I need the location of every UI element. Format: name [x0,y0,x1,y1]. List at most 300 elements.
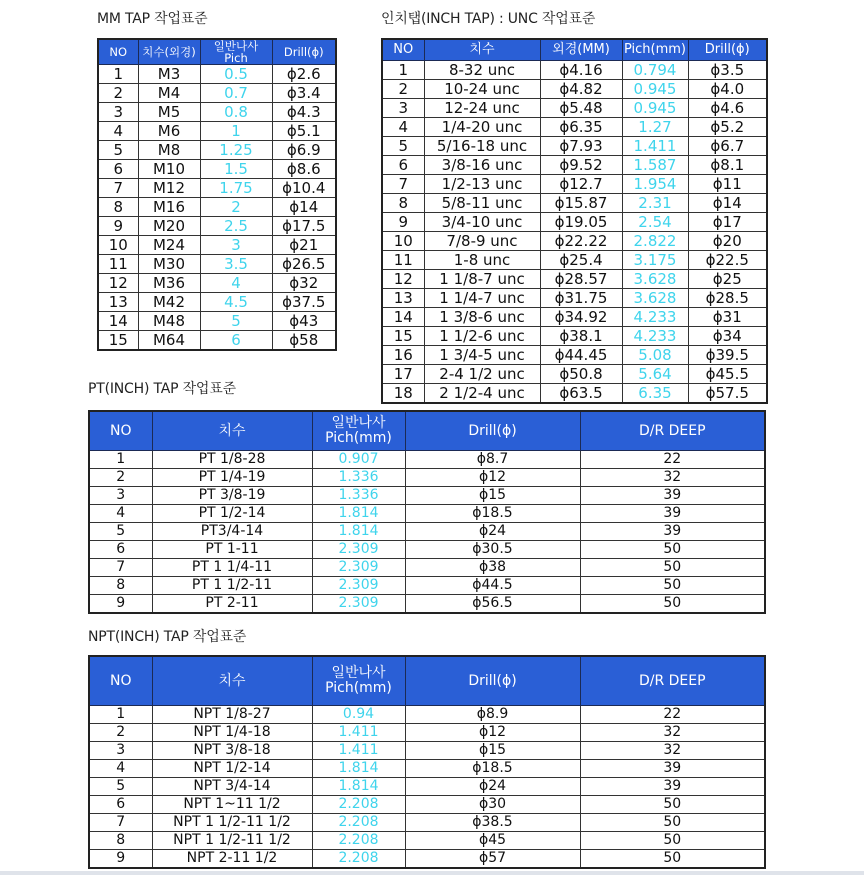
table-cell: ϕ56.5 [405,595,580,614]
table-cell: 18 [382,384,424,404]
table-cell: 9 [89,595,152,614]
table-cell: ϕ32 [272,274,336,293]
table-cell: 1/4-20 unc [424,118,540,137]
column-header: 치수 [152,411,312,451]
pitch-cell: 0.5 [200,65,272,84]
table-cell: 8 [89,577,152,595]
table-row [382,365,767,384]
table-row [98,160,336,179]
table-cell: 39 [580,523,765,541]
table-row [98,293,336,312]
table-cell: 7 [98,179,138,198]
table-cell: 1 [89,706,152,724]
table-cell: M64 [138,331,200,351]
table-cell: 50 [580,577,765,595]
table-row [98,274,336,293]
table-cell: 9 [89,850,152,869]
table-cell: 32 [580,724,765,742]
pitch-cell: 3.175 [622,251,688,270]
pitch-cell: 5.08 [622,346,688,365]
table-cell: 3 [89,742,152,760]
table-row [89,742,765,760]
mm-tap-title: MM TAP 작업표준 [97,11,208,27]
table-row [89,541,765,559]
table-cell: ϕ15 [405,742,580,760]
table-cell: 10 [382,232,424,251]
table-row [382,80,767,99]
table-cell: 8 [89,832,152,850]
table-header-row [98,39,336,65]
pitch-cell: 1.336 [312,487,405,505]
table-cell: 32 [580,742,765,760]
table-cell: ϕ25 [688,270,767,289]
table-cell: ϕ4.0 [688,80,767,99]
pitch-cell: 2.208 [312,814,405,832]
npt-tap-title: NPT(INCH) TAP 작업표준 [88,629,247,645]
table-row [98,198,336,217]
pitch-cell: 3 [200,236,272,255]
table-cell: 10 [98,236,138,255]
table-cell: 50 [580,541,765,559]
pitch-cell: 4.233 [622,308,688,327]
unc-tap-title: 인치탭(INCH TAP) : UNC 작업표준 [381,11,596,27]
table-row [89,523,765,541]
pitch-cell: 6.35 [622,384,688,404]
table-cell: 1-8 unc [424,251,540,270]
table-cell: PT 1/8-28 [152,451,312,469]
table-cell: 1 1/8-7 unc [424,270,540,289]
table-cell: ϕ15.87 [540,194,622,213]
table-cell: ϕ18.5 [405,760,580,778]
pitch-cell: 1.814 [312,505,405,523]
table-cell: 22 [580,706,765,724]
unc-tap-table [381,38,768,404]
table-cell: ϕ5.2 [688,118,767,137]
table-cell: ϕ8.6 [272,160,336,179]
pitch-cell: 3.628 [622,289,688,308]
pitch-cell: 1.25 [200,141,272,160]
pitch-cell: 2.208 [312,796,405,814]
table-row [98,103,336,122]
table-row [89,724,765,742]
column-header: D/R DEEP [580,411,765,451]
table-cell: NPT 3/8-18 [152,742,312,760]
table-cell: ϕ17 [688,213,767,232]
table-cell: NPT 1 1/2-11 1/2 [152,832,312,850]
pitch-cell: 0.794 [622,61,688,80]
table-row [382,137,767,156]
table-cell: ϕ6.9 [272,141,336,160]
table-cell: 9 [382,213,424,232]
table-cell: 50 [580,850,765,869]
table-cell: ϕ22.5 [688,251,767,270]
table-cell: 5 [89,778,152,796]
table-cell: 5 [98,141,138,160]
table-cell: M42 [138,293,200,312]
table-cell: 39 [580,760,765,778]
pitch-cell: 2.309 [312,541,405,559]
table-row [382,118,767,137]
table-cell: 1 [98,65,138,84]
table-cell: 11 [98,255,138,274]
table-cell: ϕ26.5 [272,255,336,274]
table-cell: ϕ37.5 [272,293,336,312]
table-cell: NPT 1 1/2-11 1/2 [152,814,312,832]
pitch-cell: 4.233 [622,327,688,346]
pitch-cell: 0.94 [312,706,405,724]
table-row [382,289,767,308]
table-cell: ϕ28.5 [688,289,767,308]
pitch-cell: 1.814 [312,523,405,541]
table-row [382,61,767,80]
pitch-cell: 1.27 [622,118,688,137]
table-cell: 7 [382,175,424,194]
table-cell: M12 [138,179,200,198]
table-cell: 1 3/8-6 unc [424,308,540,327]
table-cell: ϕ14 [272,198,336,217]
pitch-cell: 2.208 [312,850,405,869]
table-cell: ϕ38.1 [540,327,622,346]
table-row [382,270,767,289]
table-cell: ϕ22.22 [540,232,622,251]
table-cell: ϕ12 [405,724,580,742]
pitch-cell: 0.945 [622,99,688,118]
table-cell: 3 [89,487,152,505]
column-header: NO [89,411,152,451]
table-cell: 2 [89,469,152,487]
table-header-row [89,656,765,706]
table-row [89,832,765,850]
table-cell: 4 [89,760,152,778]
table-cell: M48 [138,312,200,331]
table-row [382,156,767,175]
table-header-row [382,39,767,61]
table-row [382,99,767,118]
table-cell: 2 [382,80,424,99]
column-header: 일반나사 Pich(mm) [312,656,405,706]
table-cell: M20 [138,217,200,236]
column-header: 치수 [424,39,540,61]
column-header: D/R DEEP [580,656,765,706]
table-cell: 1 [382,61,424,80]
table-cell: 22 [580,451,765,469]
table-cell: ϕ8.1 [688,156,767,175]
table-cell: 7 [89,814,152,832]
pitch-cell: 2.822 [622,232,688,251]
table-cell: ϕ57 [405,850,580,869]
table-row [98,255,336,274]
table-cell: M4 [138,84,200,103]
table-cell: ϕ20 [688,232,767,251]
column-header: Drill(ϕ) [688,39,767,61]
table-cell: 2 1/2-4 unc [424,384,540,404]
pitch-cell: 1.336 [312,469,405,487]
table-cell: 10-24 unc [424,80,540,99]
table-cell: 9 [98,217,138,236]
pitch-cell: 0.8 [200,103,272,122]
table-cell: ϕ24 [405,523,580,541]
table-cell: 3/4-10 unc [424,213,540,232]
table-row [382,175,767,194]
pitch-cell: 3.5 [200,255,272,274]
table-cell: ϕ28.57 [540,270,622,289]
column-header: 치수(외경) [138,39,200,65]
table-cell: ϕ50.8 [540,365,622,384]
table-cell: 3 [98,103,138,122]
table-cell: 7/8-9 unc [424,232,540,251]
table-cell: ϕ14 [688,194,767,213]
pitch-cell: 2.5 [200,217,272,236]
table-cell: 4 [89,505,152,523]
table-cell: 1 1/4-7 unc [424,289,540,308]
table-cell: 5 [382,137,424,156]
table-cell: ϕ12.7 [540,175,622,194]
table-cell: 11 [382,251,424,270]
table-cell: PT3/4-14 [152,523,312,541]
table-cell: 5/8-11 unc [424,194,540,213]
table-cell: ϕ34.92 [540,308,622,327]
table-cell: ϕ4.82 [540,80,622,99]
table-cell: ϕ17.5 [272,217,336,236]
table-row [89,778,765,796]
table-cell: 1/2-13 unc [424,175,540,194]
table-cell: 15 [382,327,424,346]
table-cell: 6 [382,156,424,175]
table-cell: 14 [382,308,424,327]
pitch-cell: 5.64 [622,365,688,384]
pitch-cell: 0.7 [200,84,272,103]
table-cell: ϕ44.5 [405,577,580,595]
table-cell: ϕ7.93 [540,137,622,156]
table-cell: 6 [89,796,152,814]
table-cell: ϕ31 [688,308,767,327]
table-row [98,179,336,198]
table-cell: PT 1 1/4-11 [152,559,312,577]
table-cell: NPT 3/4-14 [152,778,312,796]
column-header: NO [382,39,424,61]
pitch-cell: 6 [200,331,272,351]
table-cell: 50 [580,595,765,614]
pitch-cell: 4.5 [200,293,272,312]
table-cell: ϕ21 [272,236,336,255]
pitch-cell: 1.814 [312,778,405,796]
table-cell: ϕ38.5 [405,814,580,832]
table-row [89,451,765,469]
table-cell: ϕ18.5 [405,505,580,523]
column-header: Drill(ϕ) [405,656,580,706]
table-cell: ϕ3.4 [272,84,336,103]
table-cell: 3/8-16 unc [424,156,540,175]
table-cell: ϕ4.3 [272,103,336,122]
table-row [382,346,767,365]
table-row [98,236,336,255]
table-cell: 2 [98,84,138,103]
table-cell: 4 [98,122,138,141]
table-cell: 32 [580,469,765,487]
pitch-cell: 0.907 [312,451,405,469]
table-cell: 39 [580,778,765,796]
table-row [382,194,767,213]
pitch-cell: 1.954 [622,175,688,194]
table-cell: 13 [382,289,424,308]
table-cell: 16 [382,346,424,365]
table-row [89,505,765,523]
table-cell: ϕ45.5 [688,365,767,384]
table-cell: ϕ9.52 [540,156,622,175]
table-cell: ϕ6.35 [540,118,622,137]
column-header: Drill(ϕ) [272,39,336,65]
table-cell: ϕ12 [405,469,580,487]
table-cell: NPT 1/4-18 [152,724,312,742]
table-cell: PT 1-11 [152,541,312,559]
table-cell: PT 3/8-19 [152,487,312,505]
table-cell: ϕ38 [405,559,580,577]
table-row [98,65,336,84]
table-cell: 12 [98,274,138,293]
table-row [89,850,765,869]
table-cell: ϕ5.48 [540,99,622,118]
table-row [382,232,767,251]
table-cell: ϕ45 [405,832,580,850]
table-cell: 1 [89,451,152,469]
table-row [89,595,765,614]
table-cell: 3 [382,99,424,118]
table-row [89,469,765,487]
table-row [89,796,765,814]
table-cell: 50 [580,814,765,832]
table-row [98,331,336,351]
table-cell: 8 [382,194,424,213]
pitch-cell: 0.945 [622,80,688,99]
page-bottom-divider [0,871,864,875]
table-cell: 1 3/4-5 unc [424,346,540,365]
table-cell: ϕ5.1 [272,122,336,141]
pitch-cell: 3.628 [622,270,688,289]
table-cell: 50 [580,559,765,577]
table-cell: 1 1/2-6 unc [424,327,540,346]
table-cell: 8 [98,198,138,217]
table-cell: ϕ63.5 [540,384,622,404]
table-cell: ϕ15 [405,487,580,505]
table-cell: ϕ39.5 [688,346,767,365]
table-cell: ϕ2.6 [272,65,336,84]
npt-tap-table [88,655,766,869]
table-cell: ϕ34 [688,327,767,346]
table-cell: 12-24 unc [424,99,540,118]
table-cell: 13 [98,293,138,312]
mm-tap-table [97,38,337,351]
table-row [89,559,765,577]
table-cell: M16 [138,198,200,217]
table-cell: PT 1/2-14 [152,505,312,523]
table-cell: ϕ25.4 [540,251,622,270]
table-cell: ϕ44.45 [540,346,622,365]
table-row [98,122,336,141]
pitch-cell: 4 [200,274,272,293]
table-cell: ϕ4.16 [540,61,622,80]
table-cell: PT 2-11 [152,595,312,614]
table-cell: ϕ30.5 [405,541,580,559]
table-cell: 12 [382,270,424,289]
table-row [89,577,765,595]
table-cell: NPT 2-11 1/2 [152,850,312,869]
table-row [98,312,336,331]
pitch-cell: 2.54 [622,213,688,232]
table-cell: M6 [138,122,200,141]
pitch-cell: 1.411 [312,742,405,760]
pitch-cell: 1.411 [312,724,405,742]
table-cell: M3 [138,65,200,84]
table-cell: ϕ10.4 [272,179,336,198]
table-cell: 15 [98,331,138,351]
table-cell: ϕ58 [272,331,336,351]
pitch-cell: 1.411 [622,137,688,156]
pitch-cell: 1.75 [200,179,272,198]
column-header: 외경(MM) [540,39,622,61]
table-cell: ϕ11 [688,175,767,194]
table-cell: M10 [138,160,200,179]
table-cell: M8 [138,141,200,160]
table-row [382,213,767,232]
table-row [382,308,767,327]
table-cell: M5 [138,103,200,122]
table-row [382,384,767,404]
pitch-cell: 1.5 [200,160,272,179]
table-cell: 2-4 1/2 unc [424,365,540,384]
table-row [98,217,336,236]
column-header: Drill(ϕ) [405,411,580,451]
column-header: 일반나사 Pich [200,39,272,65]
table-cell: 17 [382,365,424,384]
pitch-cell: 2.309 [312,559,405,577]
pitch-cell: 2.309 [312,595,405,614]
table-cell: ϕ8.9 [405,706,580,724]
table-cell: ϕ6.7 [688,137,767,156]
table-cell: ϕ4.6 [688,99,767,118]
table-cell: NPT 1/2-14 [152,760,312,778]
pt-tap-table [88,410,766,614]
pitch-cell: 1.587 [622,156,688,175]
pitch-cell: 2 [200,198,272,217]
table-cell: M36 [138,274,200,293]
table-cell: NPT 1~11 1/2 [152,796,312,814]
table-row [89,814,765,832]
pitch-cell: 1.814 [312,760,405,778]
table-cell: 14 [98,312,138,331]
table-row [98,141,336,160]
pt-tap-title: PT(INCH) TAP 작업표준 [88,381,236,397]
table-cell: ϕ3.5 [688,61,767,80]
table-cell: 5 [89,523,152,541]
table-cell: 4 [382,118,424,137]
pitch-cell: 1 [200,122,272,141]
table-cell: NPT 1/8-27 [152,706,312,724]
table-cell: 7 [89,559,152,577]
table-row [89,706,765,724]
table-row [89,760,765,778]
column-header: 치수 [152,656,312,706]
table-header-row [89,411,765,451]
table-cell: ϕ24 [405,778,580,796]
table-cell: 50 [580,832,765,850]
table-cell: M24 [138,236,200,255]
column-header: Pich(mm) [622,39,688,61]
pitch-cell: 2.309 [312,577,405,595]
table-row [98,84,336,103]
table-cell: ϕ31.75 [540,289,622,308]
table-cell: ϕ30 [405,796,580,814]
table-cell: 6 [89,541,152,559]
